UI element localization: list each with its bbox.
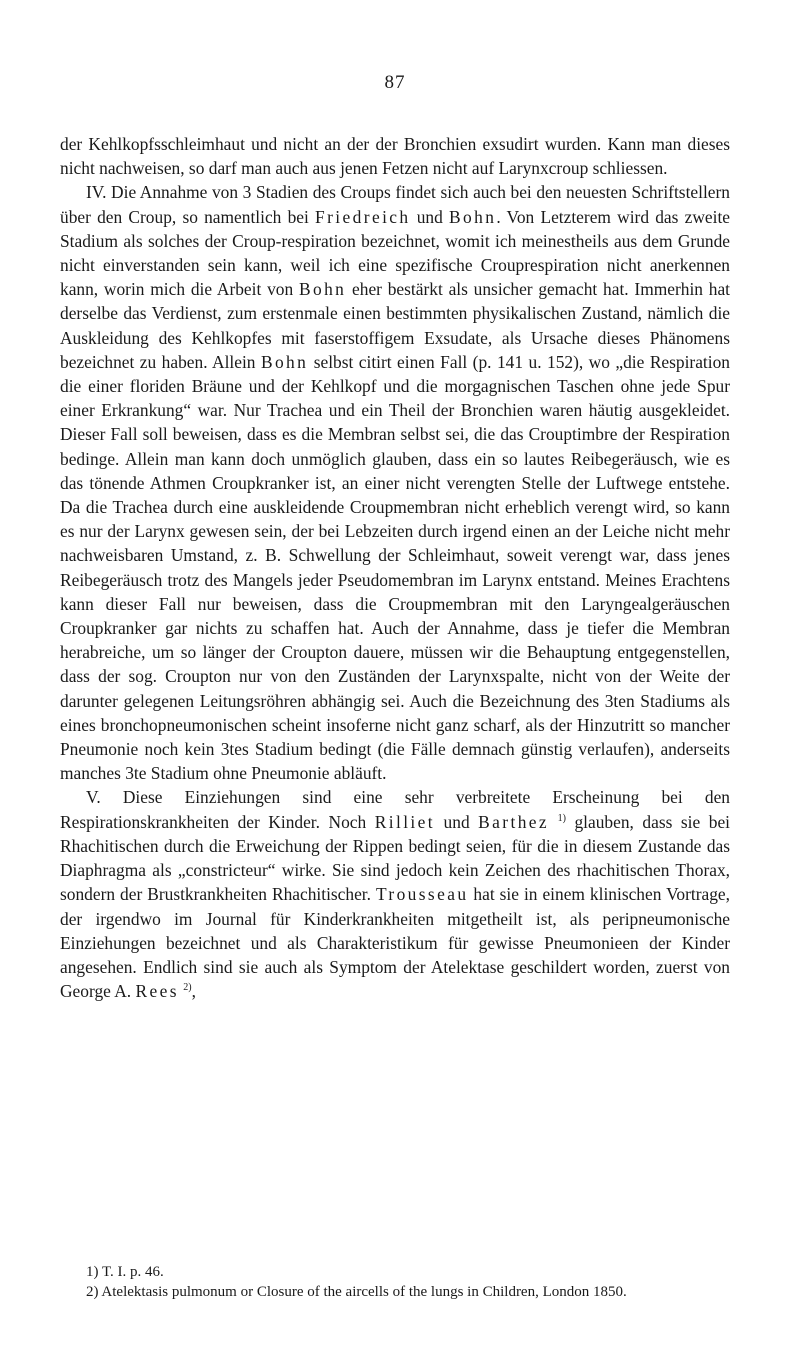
author-name: Rilliet <box>374 811 436 832</box>
footnote-ref: 1) <box>557 812 566 824</box>
text-segment: , <box>191 981 196 1002</box>
book-page <box>60 0 730 1368</box>
text-segment: und <box>410 206 450 227</box>
footnote-ref: 2) <box>183 982 192 994</box>
author-name: Rees <box>135 981 179 1002</box>
author-name: Friedreich <box>315 206 411 227</box>
text-segment <box>549 812 558 832</box>
text-segment: selbst citirt einen Fall (p. 141 u. 152), wo „die Respiration die einer floriden Bräune und der Kehlkopf und die morgagnischen Taschen ohne jede Spur einer Erkrankung“ war. Nur Trachea und ein Theil der Bronchien waren häutig ausgekleidet. Dieser Fall soll beweisen, dass es die Membran selbst sei, die das Crouptimbre der Respiration bedinge. Allein man kann doch unmöglich glauben, dass ein so lautes Reibegeräusch, wie es das tönende Athmen Croupkranker ist, an einer nicht verengten Stelle der Luftwege entstehe. Da die Trachea durch eine auskleidende Croupmembran nicht erheblich verengt wird, so kann es nur der Larynx gewesen sein, der bei Lebzeiten durch irgend einen an der Leiche nicht mehr nachweisbaren Umstand, z. B. Schwellung der Schleimhaut, soweit verengt war, dass jenes Reibegeräusch trotz des Mangels jeder Pseudomembran im Larynx entstand. Meines Erachtens kann dieser Fall nur beweisen, dass die Croupmembran mit den Laryngealgeräuschen Croupkranker gar nichts zu schaffen hat. Auch der Annahme, dass je tiefer die Membran herabreiche, um so länger der Croupton dauere, müssen wir die Behauptung entgegenstellen, dass der sog. Croupton nur von den Zuständen der Larynxspalte, nicht von der Weite der darunter gelegenen Leitungsröhren abhängig sei. Auch die Bezeichnung des 3ten Stadiums als eines bronchopneumonischen scheint insoferne nicht ganz scharf, als der Hinzutritt so mancher Pneumonie noch kein 3tes Stadium bedingt (die Fälle demnach günstig verlaufen), anderseits manches 3te Stadium ohne Pneumonie abläuft. <box>60 351 730 784</box>
paragraph <box>60 180 730 785</box>
text-segment: . Von Letzterem wird das zweite Stadium als solches der Croup-respiration bezeichnet, womit ich meinestheils aus dem Grunde nicht einverstanden sein kann, weil ich eine spezifische Crouprespiration nicht anerkennen kann, worin mich die Arbeit von <box>60 206 730 300</box>
text-segment: eher bestärkt als unsicher gemacht hat. Immerhin hat derselbe das Verdienst, zum erstenmale einen bestimmten physikalischen Zustand, nämlich die Auskleidung des Kehlkopfes mit faserstoffigem Exsudate, als Ursache dieses Phänomens bezeichnet zu haben. Allein <box>60 279 731 372</box>
text-segment: der Kehlkopfsschleimhaut und nicht an der der Bronchien exsudirt wurden. Kann man dieses nicht nachweisen, so darf man auch aus jenen Fetzen nicht auf Larynxcroup schliessen. <box>60 134 730 179</box>
text-segment: glauben, dass sie bei Rhachitischen durch die Erweichung der Rippen bedingt seien, für die in diesem Zustande das Diaphragma als „constricteur“ wirke. Sie sind jedoch kein Zeichen des rhachitischen Thorax, sondern der Brustkrankheiten Rhachitischer. <box>60 811 730 905</box>
paragraph <box>60 132 730 180</box>
footnote-1: 1) T. I. p. 46. <box>86 1264 164 1280</box>
author-name: Bohn <box>449 206 497 227</box>
footnotes <box>60 1262 730 1302</box>
text-segment: IV. Die Annahme von 3 Stadien des Croups findet sich auch bei den neuesten Schriftstellern über den Croup, so namentlich bei <box>60 182 730 227</box>
author-name: Barthez <box>478 811 550 832</box>
author-name: Trousseau <box>375 884 469 905</box>
page-number: 87 <box>384 72 406 93</box>
text-segment: und <box>435 811 479 832</box>
footnote-2: 2) Atelektasis pulmonum or Closure of the aircells of the lungs in Children, London 1850. <box>86 1284 627 1300</box>
paragraph <box>60 785 730 1003</box>
author-name: Bohn <box>298 279 347 300</box>
author-name: Bohn <box>260 351 309 372</box>
text-segment: hat sie in einem klinischen Vortrage, der irgendwo im Journal für Kinderkrankheiten mitgetheilt ist, als peripneumonische Einziehungen bezeichnet und als Charakteristikum für gewisse Pneumonieen der Kinder angesehen. Endlich sind sie auch als Symptom der Atelektase geschildert worden, zuerst von George A. <box>60 884 730 1002</box>
body-text <box>60 132 730 1003</box>
text-segment: V. Diese Einziehungen sind eine sehr verbreitete Erscheinung bei den Respirationskrankheiten der Kinder. Noch <box>60 787 730 832</box>
